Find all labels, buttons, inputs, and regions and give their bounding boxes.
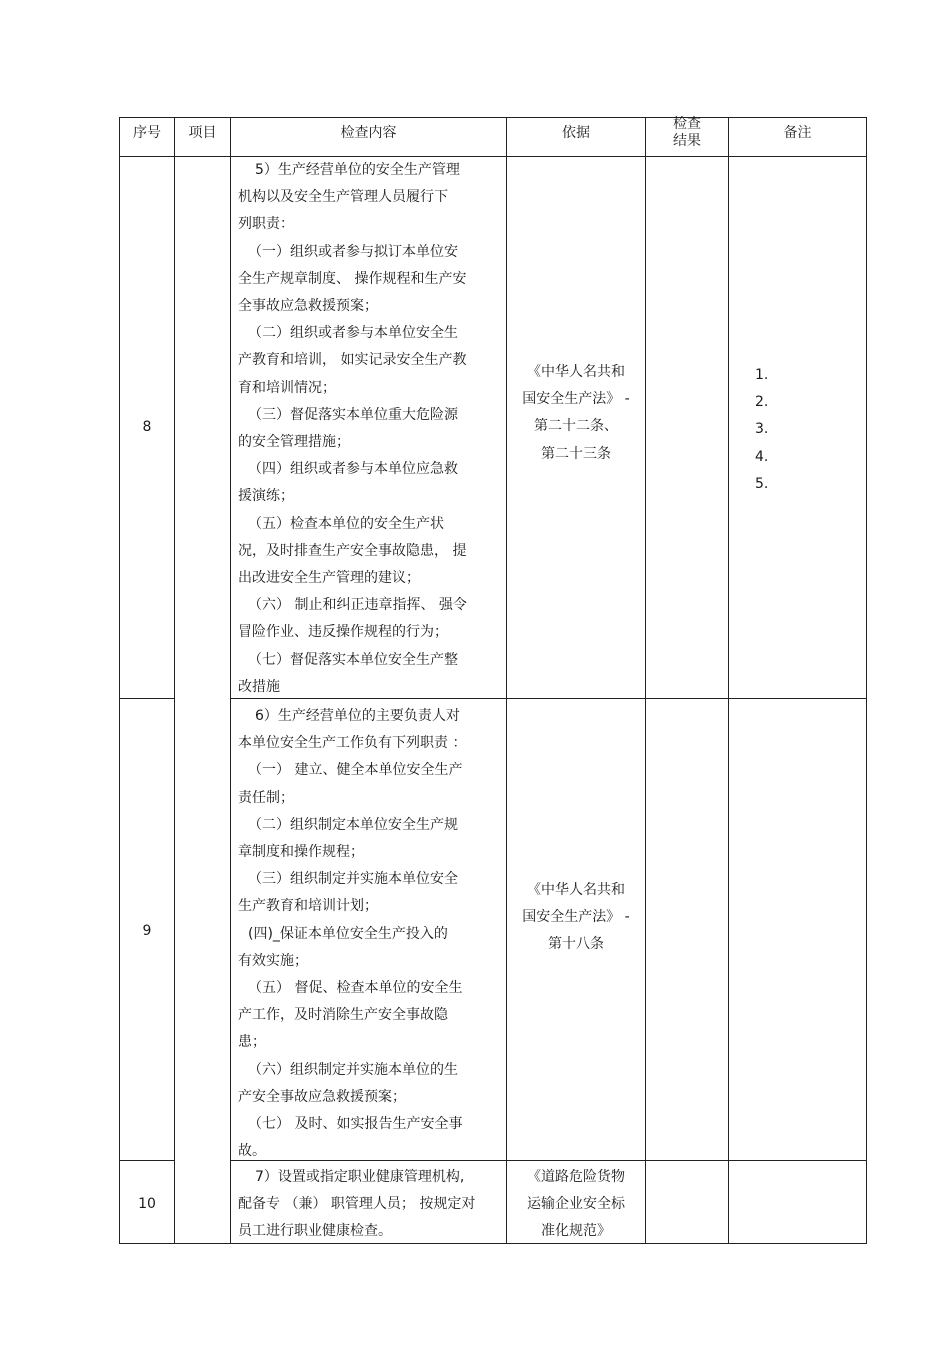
border-col-4	[645, 117, 646, 1244]
content-line: 患；	[238, 1034, 266, 1051]
header-seq: 序号	[133, 125, 161, 141]
border-left	[119, 117, 120, 1244]
basis-line: 国安全生产法》 -	[522, 909, 630, 926]
border-row-8-seq	[119, 698, 175, 699]
content-line: （六） 制止和纠正违章指挥、 强令	[248, 597, 467, 614]
content-line: 的安全管理措施；	[238, 434, 350, 451]
header-result-line-2: 结果	[673, 133, 701, 149]
content-line: 产安全事故应急救援预案；	[238, 1088, 406, 1105]
content-line: （七） 及时、如实报告生产安全事	[248, 1116, 463, 1133]
border-col-2	[230, 117, 231, 1244]
basis-line: 准化规范》	[541, 1223, 611, 1240]
border-row-9-seq	[119, 1160, 175, 1161]
basis-line: 第二十三条	[541, 445, 611, 462]
remark-item: 3.	[755, 421, 769, 438]
basis-line: 运输企业安全标	[527, 1196, 625, 1213]
content-line: （一） 建立、健全本单位安全生产	[248, 762, 463, 779]
row-8-seq: 8	[142, 419, 152, 435]
content-line: 有效实施；	[238, 952, 308, 969]
border-top	[119, 117, 867, 118]
content-line: 育和培训情况；	[238, 379, 336, 396]
content-line: （二）组织制定本单位安全生产规	[248, 816, 458, 833]
content-line: （五） 督促、检查本单位的安全生	[248, 980, 463, 997]
content-line: (四)_保证本单位安全生产投入的	[248, 925, 448, 942]
content-line: 7）设置或指定职业健康管理机构,	[255, 1169, 465, 1185]
row-10-content	[238, 1164, 475, 1246]
content-line: （三）督促落实本单位重大危险源	[248, 406, 458, 423]
remark-item: 5.	[755, 475, 769, 492]
header-remark: 备注	[783, 125, 812, 141]
basis-line: 第二十二条、	[534, 418, 618, 435]
row-8-basis	[507, 359, 645, 468]
row-9-basis	[507, 877, 645, 959]
content-line: 冒险作业、违反操作规程的行为；	[238, 624, 448, 641]
content-line: 5）生产经营单位的安全生产管理	[255, 162, 460, 178]
content-line: （二）组织或者参与本单位安全生	[248, 325, 458, 342]
content-line: 出改进安全生产管理的建议；	[238, 570, 420, 587]
content-line: 责任制；	[238, 789, 294, 806]
content-line: 章制度和操作规程；	[238, 844, 364, 861]
content-line: 全事故应急救援预案；	[238, 298, 378, 315]
row-10-seq: 10	[138, 1196, 156, 1212]
basis-line: 第十八条	[548, 936, 604, 953]
content-line: 配备专 （兼） 职管理人员； 按规定对	[238, 1196, 476, 1213]
content-line: 全生产规章制度、 操作规程和生产安	[238, 270, 467, 287]
border-right	[866, 117, 867, 1244]
content-line: 生产教育和培训计划；	[238, 898, 378, 915]
row-10-basis	[507, 1164, 645, 1246]
basis-line: 《中华人名共和	[527, 364, 625, 380]
row-9-content	[238, 703, 466, 1165]
border-col-5	[728, 117, 729, 1244]
content-line: 员工进行职业健康检查。	[238, 1223, 392, 1240]
remark-item: 2.	[755, 394, 769, 411]
basis-line: 国安全生产法》 -	[522, 391, 630, 408]
row-8-content	[238, 157, 467, 701]
basis-line: 《中华人名共和	[527, 882, 625, 898]
border-col-1	[174, 117, 175, 1244]
content-line: （五）检查本单位的安全生产状	[248, 515, 444, 532]
content-line: 产教育和培训， 如实记录安全生产教	[238, 352, 467, 369]
row-9-seq: 9	[142, 923, 152, 939]
content-line: 本单位安全生产工作负有下列职责 ：	[238, 735, 467, 752]
header-item: 项目	[188, 125, 217, 141]
content-line: （四）组织或者参与本单位应急救	[248, 461, 458, 478]
remark-item: 1.	[755, 367, 769, 383]
content-line: 况，及时排查生产安全事故隐患， 提	[238, 542, 467, 559]
basis-line: 《道路危险货物	[527, 1169, 625, 1185]
header-basis: 依据	[562, 125, 590, 141]
header-result-line-1: 检查	[673, 116, 701, 132]
content-line: 机构以及安全生产管理人员履行下	[238, 189, 448, 206]
content-line: 产工作，及时消除生产安全事故隐	[238, 1007, 448, 1024]
content-line: （七）督促落实本单位安全生产整	[248, 651, 458, 668]
content-line: 故。	[238, 1143, 266, 1160]
content-line: 援演练；	[238, 488, 294, 505]
border-bottom	[119, 1243, 867, 1244]
header-content: 检查内容	[340, 125, 397, 141]
content-line: 改措施	[238, 678, 280, 695]
border-header-bottom	[119, 156, 867, 157]
remark-item: 4.	[755, 448, 769, 465]
content-line: 列职责：	[238, 216, 294, 233]
border-col-3	[506, 117, 507, 1244]
header-result	[646, 116, 728, 150]
content-line: （六）组织制定并实施本单位的生	[248, 1061, 458, 1078]
content-line: （三）组织制定并实施本单位安全	[248, 871, 458, 888]
content-line: （一）组织或者参与拟订本单位安	[248, 243, 458, 260]
content-line: 6）生产经营单位的主要负责人对	[255, 708, 460, 724]
row-8-remark-list	[755, 362, 768, 498]
